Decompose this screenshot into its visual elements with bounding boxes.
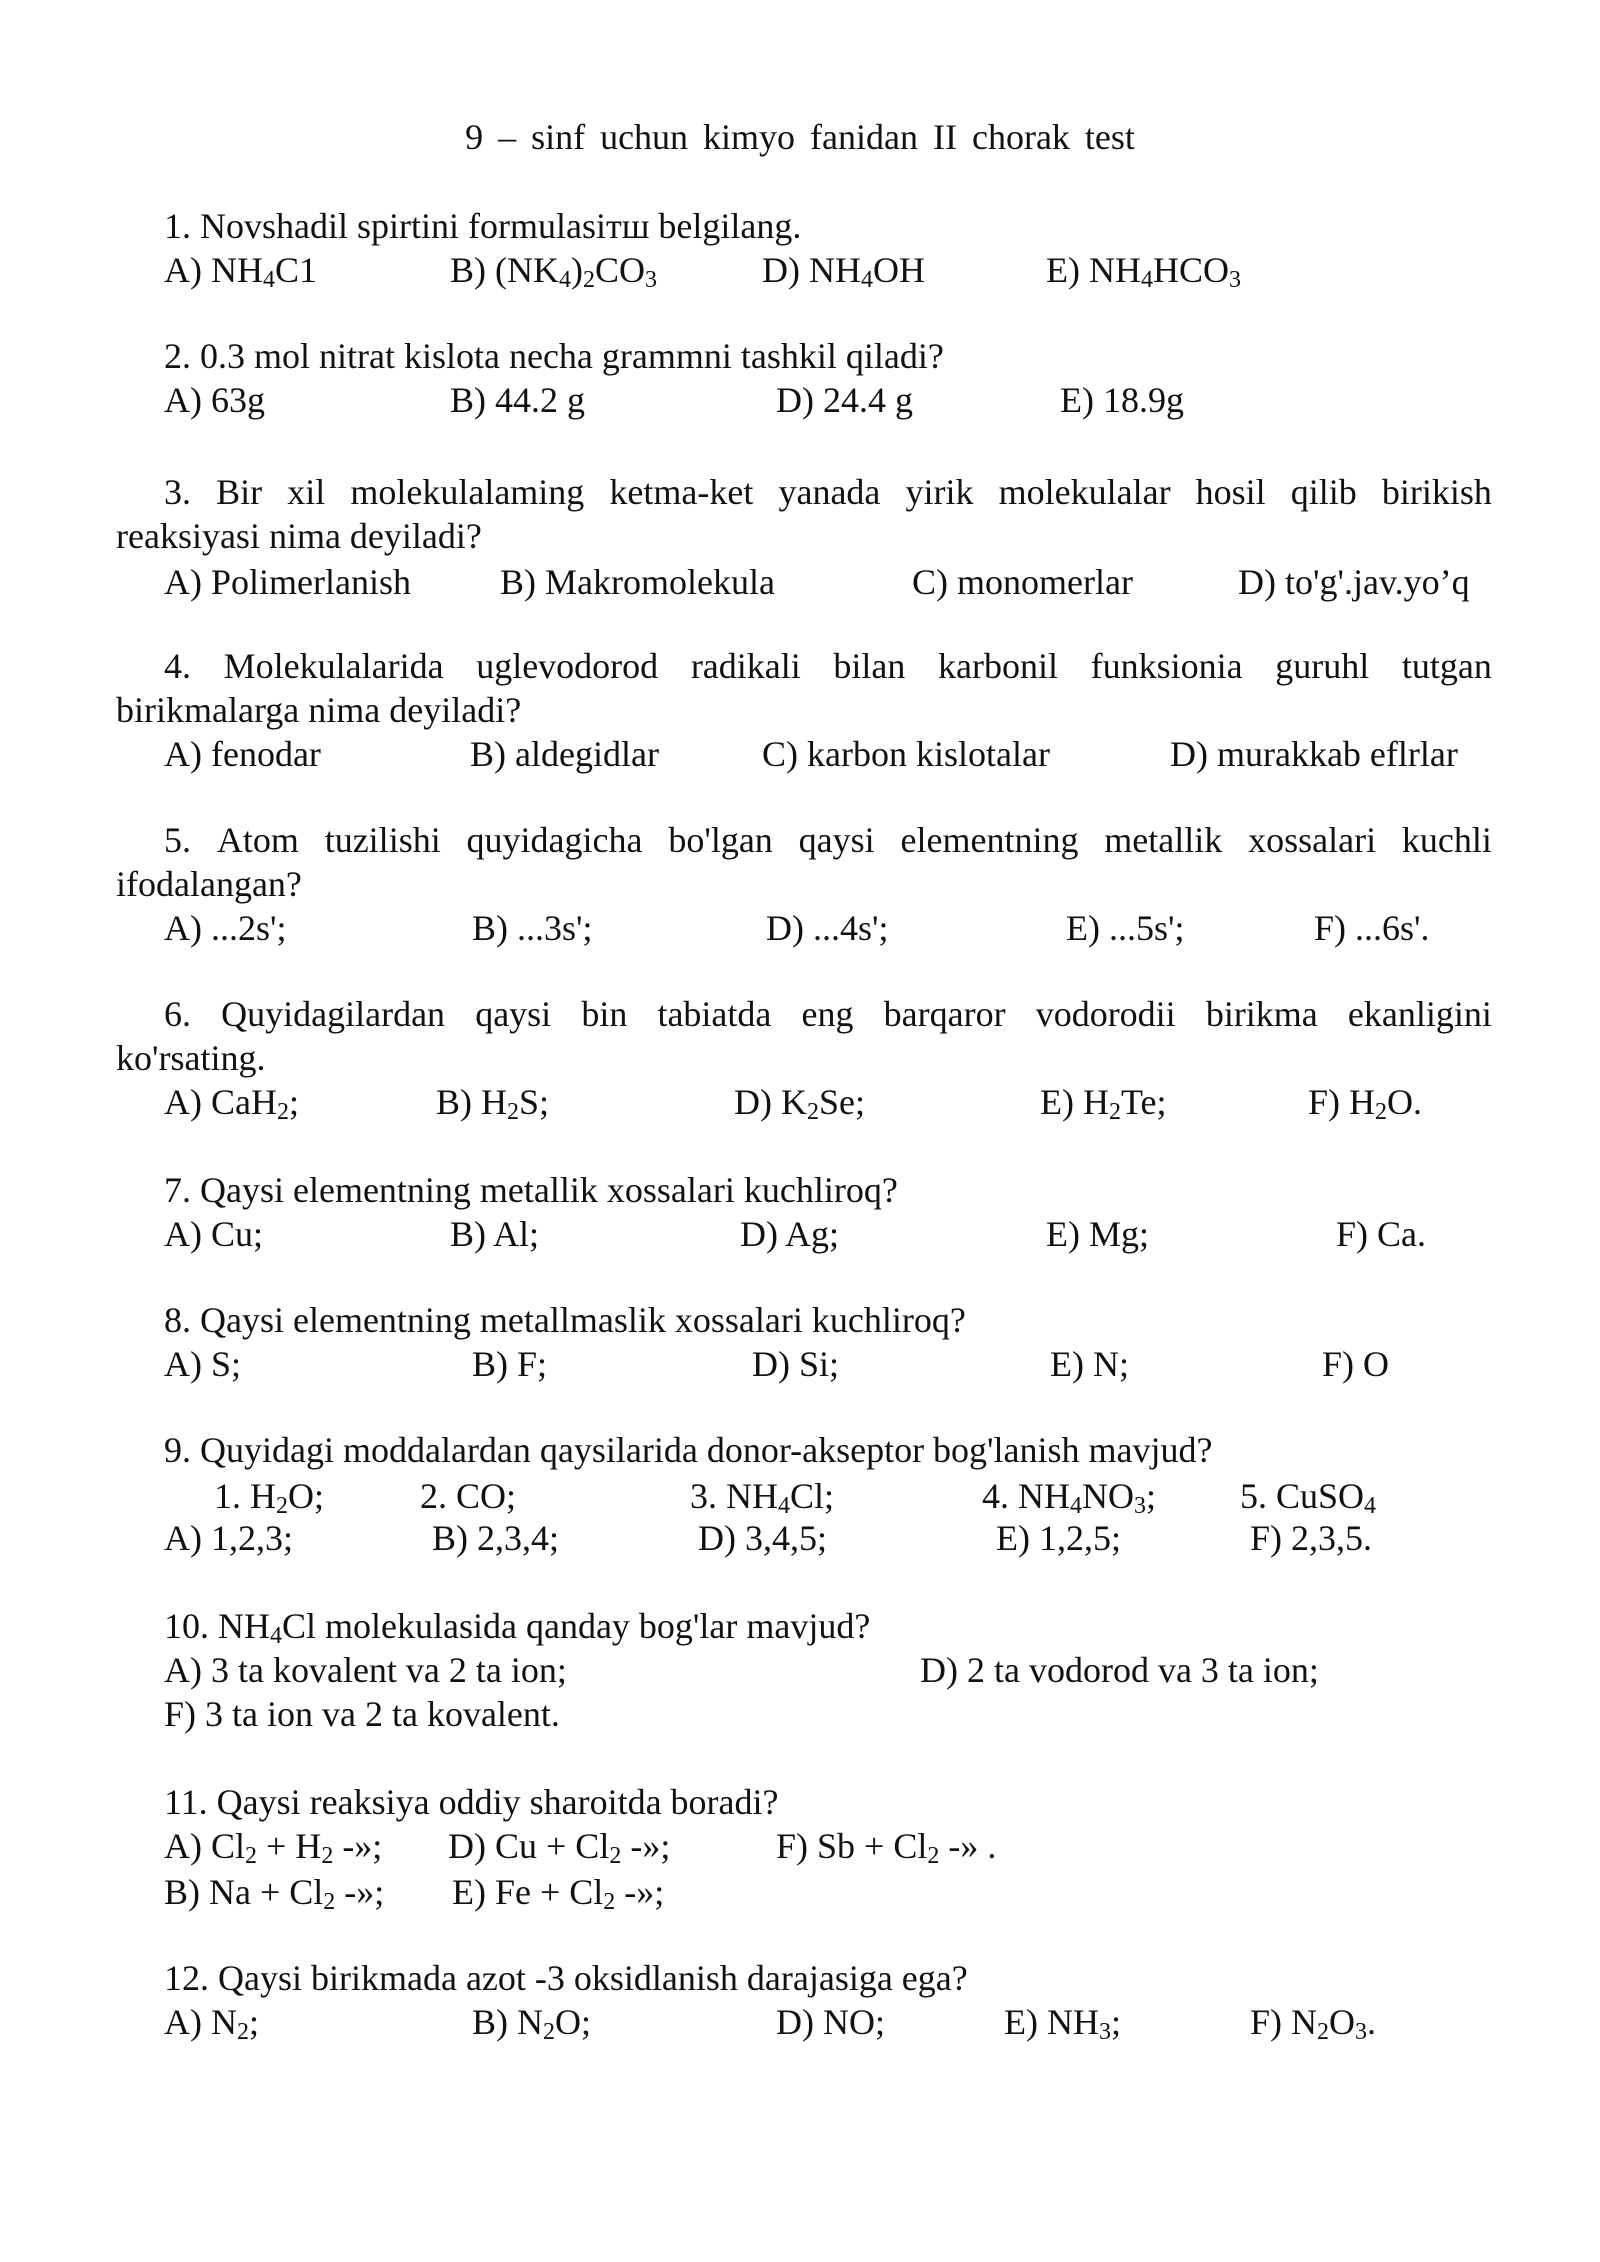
q9-item-4: 4. $NH_4NO_3$; (982, 1476, 1157, 1519)
question-4: 4. Molekulalarida uglevodorod radikali bilan karbonil funksionia guruhl tutgan (164, 646, 1492, 686)
q3-option-c: C) monomerlar (912, 562, 1133, 602)
q4-option-c: C) karbon kislotalar (762, 734, 1050, 774)
q7-option-d: D) Ag; (740, 1214, 839, 1254)
q1-option-a: A) $NH_4C1$ (164, 250, 318, 293)
q9-item-3: 3. $NH_4Cl$; (690, 1476, 835, 1519)
q12-option-b: B) $N_2O$; (472, 2002, 591, 2045)
q11-option-b: B) $Na + Cl_2$ -»; (164, 1872, 385, 1915)
q4-option-b: B) aldegidlar (470, 734, 659, 774)
q4-option-a: A) fenodar (164, 734, 321, 774)
q1-option-d: D) $NH_4OH$ (762, 250, 925, 293)
q7-option-a: A) Cu; (164, 1214, 263, 1254)
q1-option-b: B) $(NK_4)_2CO_3$ (450, 250, 657, 293)
q11-option-f: F) $Sb + Cl_2$ -» . (776, 1826, 997, 1869)
q9-option-a: A) 1,2,3; (164, 1518, 293, 1558)
q7-option-f: F) Ca. (1336, 1214, 1426, 1254)
question-12: 12. Qaysi birikmada azot -3 oksidlanish darajasiga ega? (164, 1958, 968, 1998)
q6-option-f: F) $H_2O$. (1308, 1082, 1423, 1125)
q8-option-f: F) O (1322, 1344, 1390, 1384)
q6-option-e: E) $H_2Te$; (1040, 1082, 1167, 1125)
q9-option-f: F) 2,3,5. (1250, 1518, 1373, 1558)
question-3-continued: reaksiyasi nima deyiladi? (116, 516, 482, 556)
q3-option-d: D) to'g'.jav.yo’q (1238, 562, 1470, 602)
question-6: 6. Quyidagilardan qaysi bin tabiatda eng barqaror vodorodii birikma ekanligini (164, 994, 1492, 1034)
question-4-continued: birikmalarga nima deyiladi? (116, 690, 522, 730)
q9-option-d: D) 3,4,5; (698, 1518, 827, 1558)
q7-option-b: B) Al; (450, 1214, 540, 1254)
q12-option-f: F) $N_2O_3$. (1250, 2002, 1377, 2045)
q12-option-d: D) NO; (776, 2002, 885, 2042)
q11-option-d: D) $Cu + Cl_2$ -»; (448, 1826, 671, 1869)
q3-option-b: B) Makromolekula (500, 562, 775, 602)
q10-option-a: A) 3 ta kovalent va 2 ta ion; (164, 1650, 567, 1690)
question-2: 2. 0.3 mol nitrat kislota necha grammni tashkil qiladi? (164, 336, 944, 376)
q2-option-b: B) 44.2 g (450, 380, 585, 420)
q5-option-d: D) ...4s'; (766, 908, 889, 948)
q10-option-d: D) 2 ta vodorod va 3 ta ion; (920, 1650, 1319, 1690)
q11-option-a: A) $Cl_2 + H_2$ -»; (164, 1826, 383, 1869)
question-11: 11. Qaysi reaksiya oddiy sharoitda boradi? (164, 1782, 779, 1822)
q6-option-b: B) $H_2S$; (436, 1082, 550, 1125)
q11-option-e: E) $Fe + Cl_2$ -»; (452, 1872, 665, 1915)
q9-item-1: 1. $H_2O$; (214, 1476, 324, 1519)
q2-option-d: D) 24.4 g (776, 380, 913, 420)
page-title: 9 – sinf uchun kimyo fanidan II chorak test (465, 117, 1135, 157)
q10-option-f: F) 3 ta ion va 2 ta kovalent. (164, 1694, 560, 1734)
question-7: 7. Qaysi elementning metallik xossalari kuchliroq? (164, 1170, 898, 1210)
question-1: 1. Novshadil spirtini formulasiтш belgilang. (164, 206, 802, 246)
q6-option-a: A) CaH$_2$; (164, 1082, 300, 1125)
q9-option-b: B) 2,3,4; (432, 1518, 560, 1558)
question-6-continued: ko'rsating. (116, 1038, 266, 1078)
q5-option-e: E) ...5s'; (1066, 908, 1185, 948)
question-5-continued: ifodalangan? (116, 864, 302, 904)
q1-option-e: E) $NH_4HCO_3$ (1046, 250, 1241, 293)
question-9: 9. Quyidagi moddalardan qaysilarida donor-akseptor bog'lanish mavjud? (164, 1430, 1213, 1470)
q9-option-e: E) 1,2,5; (996, 1518, 1121, 1558)
question-3: 3. Bir xil molekulalaming ketma-ket yanada yirik molekulalar hosil qilib birikish (164, 472, 1492, 512)
q5-option-f: F) ...6s'. (1314, 908, 1430, 948)
q5-option-b: B) ...3s'; (472, 908, 593, 948)
q8-option-e: E) N; (1050, 1344, 1129, 1384)
q9-item-5: 5. CuSO$_4$ (1240, 1476, 1377, 1519)
question-5: 5. Atom tuzilishi quyidagicha bo'lgan qaysi elementning metallik xossalari kuchli (164, 820, 1492, 860)
q7-option-e: E) Mg; (1046, 1214, 1149, 1254)
q12-option-e: E) $NH_3$; (1004, 2002, 1121, 2045)
q5-option-a: A) ...2s'; (164, 908, 287, 948)
q6-option-d: D) $K_2Se$; (734, 1082, 866, 1125)
question-10: 10. $NH_4Cl$ molekulasida qanday bog'lar mavjud? (164, 1606, 871, 1649)
q4-option-d: D) murakkab eflrlar (1170, 734, 1458, 774)
question-8: 8. Qaysi elementning metallmaslik xossalari kuchliroq? (164, 1300, 966, 1340)
q8-option-b: B) F; (472, 1344, 548, 1384)
q2-option-e: E) 18.9g (1060, 380, 1184, 420)
q3-option-a: A) Polimerlanish (164, 562, 411, 602)
q9-item-2: 2. CO; (420, 1476, 517, 1516)
q8-option-a: A) S; (164, 1344, 242, 1384)
q8-option-d: D) Si; (752, 1344, 840, 1384)
q12-option-a: A) $N_2$; (164, 2002, 259, 2045)
q2-option-a: A) 63g (164, 380, 265, 420)
